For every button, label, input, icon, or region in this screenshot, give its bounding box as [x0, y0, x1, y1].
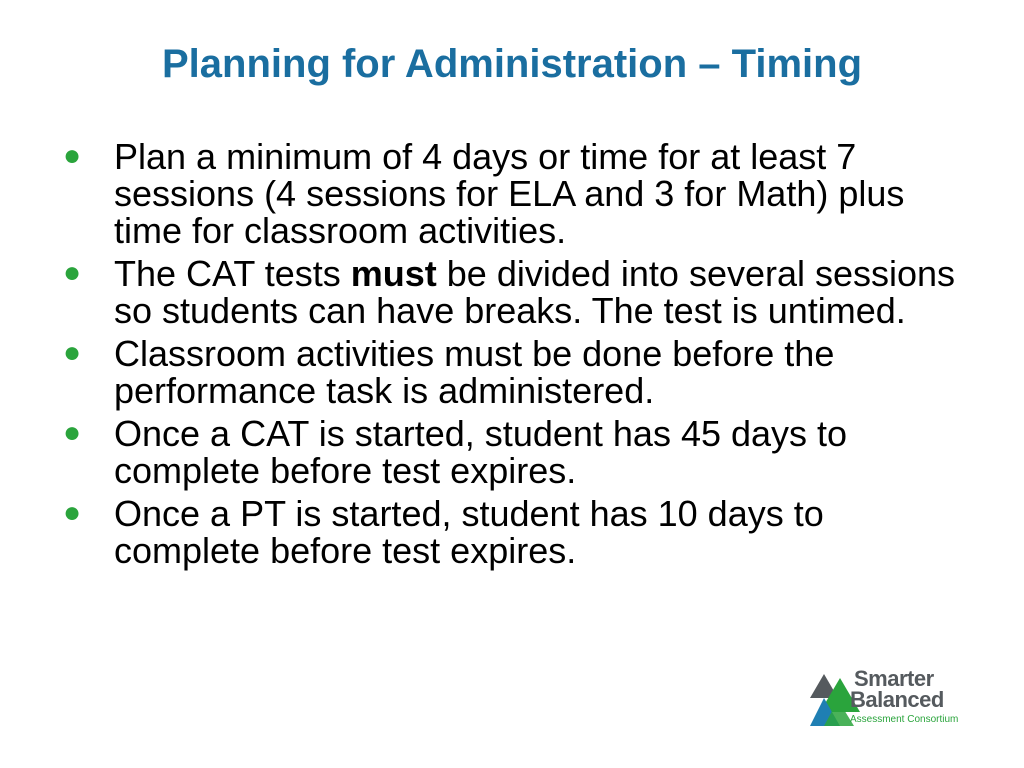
- bullet-text: Classroom activities must be done before the performance task is administered.: [114, 333, 835, 411]
- smarter-balanced-logo: [810, 668, 982, 730]
- bullet-text-before: The CAT tests: [114, 253, 351, 294]
- bullet-dot-icon: ●: [63, 496, 82, 529]
- bullet-dot-icon: ●: [63, 139, 82, 172]
- logo-word-smarter: Smarter: [854, 666, 934, 691]
- bullet-item: [58, 495, 958, 569]
- bullet-emphasis: must: [350, 253, 437, 294]
- bullet-text-after: be divided into several sessions so students can have breaks. The test is untimed.: [114, 253, 956, 331]
- bullet-item: [58, 335, 958, 409]
- bullet-dot-icon: ●: [63, 416, 82, 449]
- bullet-text: Once a PT is started, student has 10 days to complete before test expires.: [114, 493, 824, 571]
- bullet-item: [58, 415, 958, 489]
- bullet-text: Plan a minimum of 4 days or time for at least 7 sessions (4 sessions for ELA and 3 for Math) plus time for classroom activities.: [114, 136, 905, 251]
- logo-word-balanced: Balanced: [850, 687, 944, 712]
- slide-title: Planning for Administration – Timing: [161, 42, 863, 86]
- bullet-item: [58, 138, 958, 249]
- bullet-item: [58, 255, 958, 329]
- bullet-dot-icon: ●: [63, 256, 82, 289]
- bullet-list: [58, 138, 958, 575]
- bullet-text: Once a CAT is started, student has 45 days to complete before test expires.: [114, 413, 848, 491]
- bullet-dot-icon: ●: [63, 336, 82, 369]
- logo-tagline: Assessment Consortium: [850, 714, 959, 725]
